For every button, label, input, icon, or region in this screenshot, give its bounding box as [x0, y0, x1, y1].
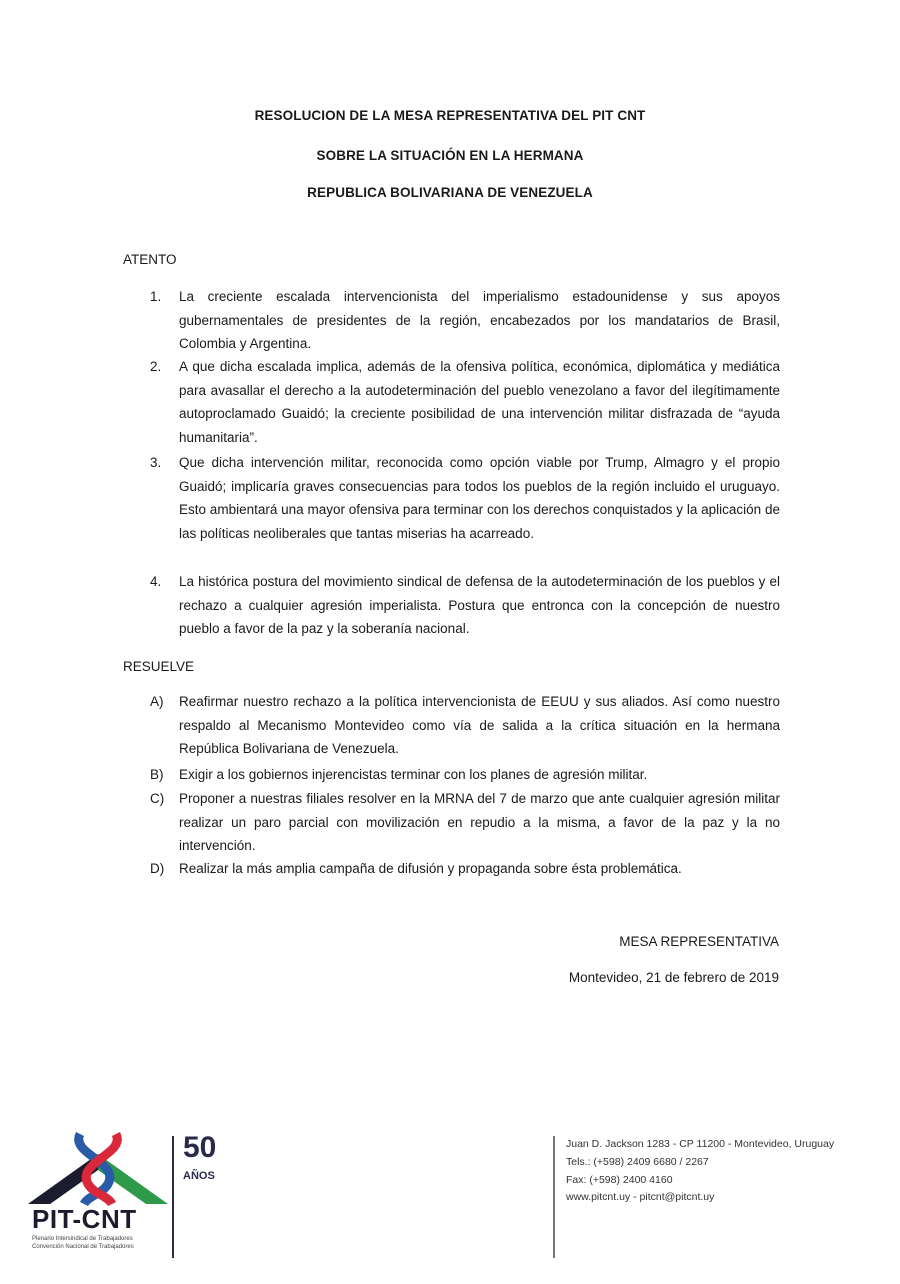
anniversary-word: AÑOS	[183, 1170, 215, 1182]
contact-phones: Tels.: (+598) 2409 6680 / 2267	[566, 1156, 709, 1168]
list-item-text: Proponer a nuestras filiales resolver en la MRNA del 7 de marzo que ante cualquier agresión militar realizar un paro parcial con movilización en repudio a la misma, a favor de la paz y la no intervención.	[179, 791, 780, 853]
anniversary-number: 50	[183, 1131, 217, 1164]
logo-subtitle-1: Plenario Intersindical de Trabajadores	[32, 1236, 133, 1242]
list-item-text: La creciente escalada intervencionista del imperialismo estadounidense y sus apoyos gubernamentales de presidentes de la región, encabezados por los mandatarios de Brasil, Colombia y Argentina.	[179, 289, 780, 351]
list-item-marker: D)	[150, 861, 165, 876]
list-item-marker: 3.	[150, 455, 162, 470]
list-item-marker: B)	[150, 767, 164, 782]
list-item-marker: C)	[150, 791, 165, 806]
document-title-line-3: REPUBLICA BOLIVARIANA DE VENEZUELA	[307, 185, 593, 200]
list-item-marker: 1.	[150, 289, 162, 304]
list-item-marker: A)	[150, 694, 164, 709]
list-item	[150, 787, 780, 858]
list-item	[150, 285, 780, 356]
list-item-text: Realizar la más amplia campaña de difusión y propaganda sobre ésta problemática.	[179, 861, 682, 876]
list-item	[150, 857, 780, 881]
list-item	[150, 451, 780, 545]
list-item-text: La histórica postura del movimiento sindical de defensa de la autodeterminación de los pueblos y el rechazo a cualquier agresión imperialista. Postura que entronca con la concepción de nuestro pueblo a favor de la paz y la soberanía nacional.	[179, 574, 780, 636]
divider	[172, 1136, 174, 1258]
document-title-line-2: SOBRE LA SITUACIÓN EN LA HERMANA	[316, 148, 584, 163]
logo-subtitle-2: Convención Nacional de Trabajadores	[32, 1244, 134, 1250]
list-item-text: Que dicha intervención militar, reconocida como opción viable por Trump, Almagro y el propio Guaidó; implicaría graves consecuencias para todos los pueblos de la región incluido el uruguayo. Esto ambientará una mayor ofensiva para terminar con los derechos conquistados y la aplicación de las políticas neoliberales que tantas miserias ha acarreado.	[179, 455, 780, 541]
signature-org: MESA REPRESENTATIVA	[619, 934, 779, 949]
list-item	[150, 355, 780, 449]
document-title-line-1: RESOLUCION DE LA MESA REPRESENTATIVA DEL PIT CNT	[254, 108, 646, 123]
signature-place-date: Montevideo, 21 de febrero de 2019	[568, 970, 779, 985]
divider	[553, 1136, 555, 1258]
list-item	[150, 690, 780, 761]
section-label-resuelve: RESUELVE	[123, 659, 195, 674]
list-item-marker: 2.	[150, 359, 162, 374]
pit-cnt-logo-icon	[28, 1132, 168, 1212]
list-item-text: Reafirmar nuestro rechazo a la política intervencionista de EEUU y sus aliados. Así como nuestro respaldo al Mecanismo Montevideo como vía de salida a la crítica situación en la hermana República Bolivariana de Venezuela.	[179, 694, 780, 756]
list-item-text: A que dicha escalada implica, además de la ofensiva política, económica, diplomática y mediática para avasallar el derecho a la autodeterminación del pueblo venezolano a favor del ilegítimamente autoproclamado Guaidó; la creciente posibilidad de una intervención militar disfrazada de “ayuda humanitaria”.	[179, 359, 780, 445]
section-label-atento: ATENTO	[123, 252, 177, 267]
logo-name: PIT-CNT	[32, 1204, 137, 1234]
list-item	[150, 763, 780, 787]
contact-fax: Fax: (+598) 2400 4160	[566, 1174, 673, 1186]
page-footer	[0, 1128, 900, 1268]
list-item	[150, 570, 780, 641]
list-item-text: Exigir a los gobiernos injerencistas terminar con los planes de agresión militar.	[179, 767, 648, 782]
contact-web-email: www.pitcnt.uy - pitcnt@pitcnt.uy	[566, 1191, 715, 1203]
list-item-marker: 4.	[150, 574, 162, 589]
contact-address: Juan D. Jackson 1283 - CP 11200 - Montevideo, Uruguay	[566, 1138, 835, 1150]
